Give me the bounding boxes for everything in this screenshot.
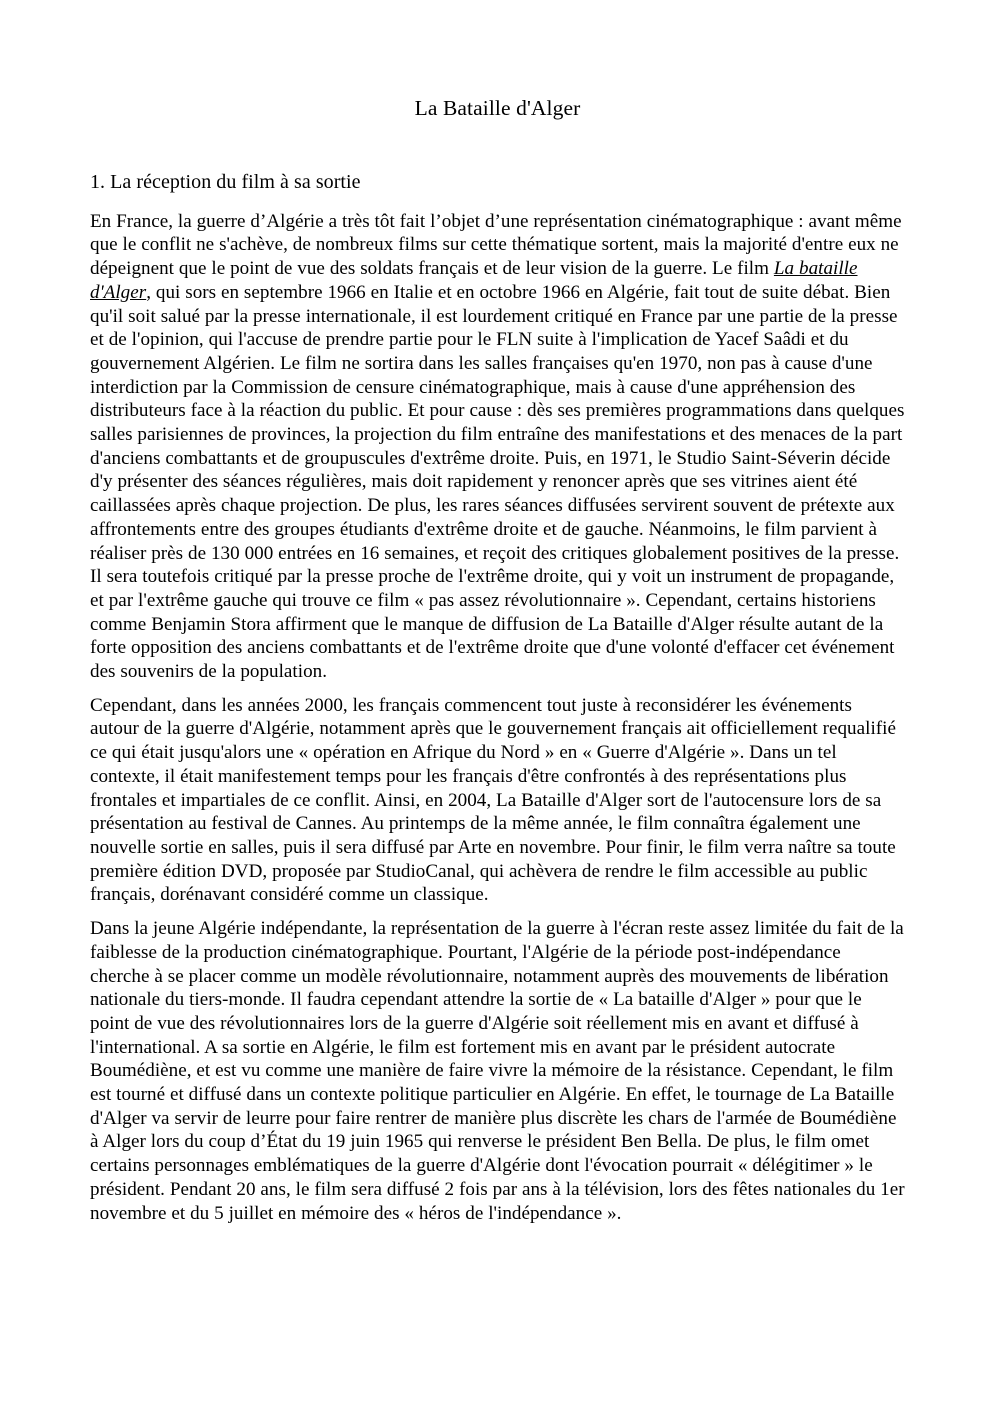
document-body — [90, 0, 905, 1225]
paragraph-3: Dans la jeune Algérie indépendante, la représentation de la guerre à l'écran reste assez limitée du fait de la faiblesse de la production cinématographique. Pourtant, l'Algérie de la période post-indépendance cherche à se placer comme un modèle révolutionnaire, notamment auprès des mouvements de libération nationale du tiers-monde. Il faudra cependant attendre la sortie de « La bataille d'Alger » pour que le point de vue des révolutionnaires lors de la guerre d'Algérie soit réellement mis en avant et diffusé à l'international. A sa sortie en Algérie, le film est fortement mis en avant par le président autocrate Boumédiène, et est vu comme une manière de faire vivre la mémoire de la résistance. Cependant, le film est tourné et diffusé dans un contexte politique particulier en Algérie. En effet, le tournage de La Bataille d'Alger va servir de leurre pour faire rentrer de manière plus discrète les chars de l'armée de Boumédiène à Alger lors du coup d’État du 19 juin 1965 qui renverse le président Ben Bella. De plus, le film omet certains personnages emblématiques de la guerre d'Algérie dont l'évocation pourrait « délégitimer » le président. Pendant 20 ans, le film sera diffusé 2 fois par ans à la télévision, lors des fêtes nationales du 1er novembre et du 5 juillet en mémoire des « héros de l'indépendance ». — [90, 918, 905, 1224]
film-title-emphasis: La bataille d'Alger — [90, 258, 858, 303]
section-heading-1: 1. La réception du film à sa sortie — [90, 170, 361, 193]
paragraph-1-text-part-1: En France, la guerre d’Algérie a très tôt fait l’objet d’une représentation cinématographique : avant même que le conflit ne s'achève, de nombreux films sur cette thématique sortent, mais la majorité d'entre eux ne dépeignent que le point de vue des soldats français et de leur vision de la guerre. Le film — [90, 210, 902, 280]
paragraph-1 — [90, 210, 905, 684]
page-title: La Bataille d'Alger — [414, 96, 581, 120]
paragraph-1-text-part-2: , qui sors en septembre 1966 en Italie et en octobre 1966 en Algérie, fait tout de suite débat. Bien qu'il soit salué par la presse internationale, il est lourdement critiqué en France par une partie de la presse et de l'opinion, qui l'accuse de prendre partie pour le FLN suite à l'implication de Yacef Saâdi et du gouvernement Algérien. Le film ne sortira dans les salles françaises qu'en 1970, non pas à cause d'une interdiction par la Commission de censure cinématographique, mais à cause d'une appréhension des distributeurs face à la réaction du public. Et pour cause : dès ses premières programmations dans quelques salles parisiennes de provinces, la projection du film entraîne des manifestations et des menaces de la part d'anciens combattants et de groupuscules d'extrême droite. Puis, en 1971, le Studio Saint-Séverin décide d'y présenter des séances régulières, mais doit rapidement y renoncer après que ses vitrines aient été caillassées après chaque projection. De plus, les rares séances diffusées servirent souvent de prétexte aux affrontements entre des groupes étudiants d'extrême droite et de gauche. Néanmoins, le film parvient à réaliser près de 130 000 entrées en 16 semaines, et reçoit des critiques globalement positives de la presse. Il sera toutefois critiqué par la presse proche de l'extrême droite, qui y voit un instrument de propagande, et par l'extrême gauche qui trouve ce film « pas assez révolutionnaire ». Cependant, certains historiens comme Benjamin Stora affirment que le manque de diffusion de La Bataille d'Alger résulte autant de la forte opposition des anciens combattants et de l'extrême droite que d'une volonté d'effacer cet événement des souvenirs de la population. — [90, 281, 905, 683]
paragraph-2: Cependant, dans les années 2000, les français commencent tout juste à reconsidérer les événements autour de la guerre d'Algérie, notamment après que le gouvernement français ait officiellement requalifié ce qui était jusqu'alors une « opération en Afrique du Nord » en « Guerre d'Algérie ». Dans un tel contexte, il était manifestement temps pour les français d'être confrontés à des représentations plus frontales et impartiales de ce conflit. Ainsi, en 2004, La Bataille d'Alger sort de l'autocensure lors de sa présentation au festival de Cannes. Au printemps de la même année, le film connaîtra également une nouvelle sortie en salles, puis il sera diffusé par Arte en novembre. Pour finir, le film verra naître sa toute première édition DVD, proposée par StudioCanal, qui achèvera de rendre le film accessible au public français, dorénavant considéré comme un classique. — [90, 694, 896, 906]
